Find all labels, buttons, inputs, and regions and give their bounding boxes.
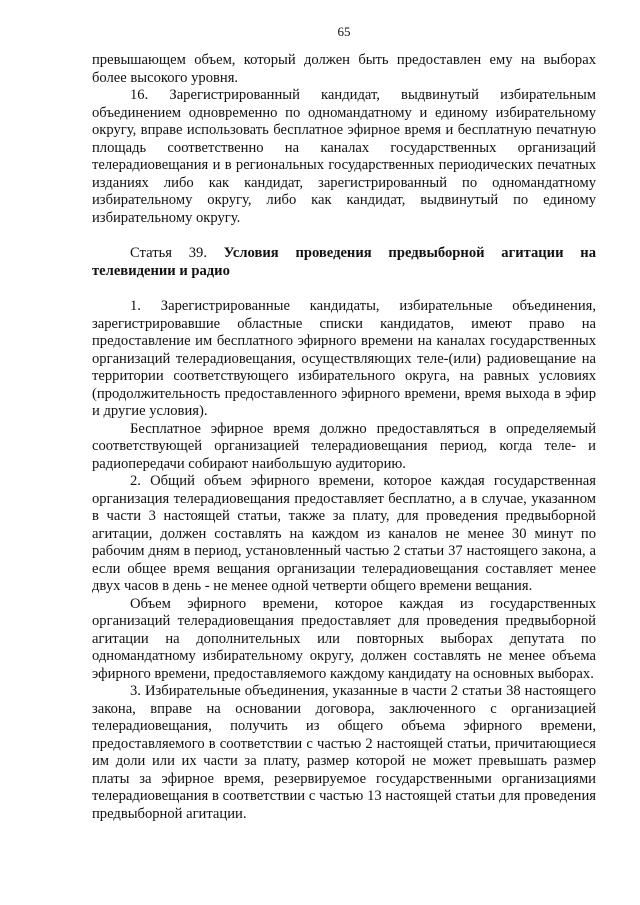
spacer <box>92 227 596 245</box>
page-number: 65 <box>337 24 351 39</box>
paragraph-2: 2. Общий объем эфирного времени, которое каждая государственная организация телерадиовещания предоставляет бесплатно, а в случае, указанном в части 3 настоящей статьи, также за плату, для проведения предвыборной агитации, должен составлять на каждом из каналов не менее 30 минут по рабочим дням в период, установленный частью 2 статьи 37 настоящего закона, а если общее время вещания организации телерадиовещания составляет менее двух часов в день - не менее одной четверти общего времени вещания. <box>92 473 596 594</box>
paragraph-continued: превышающем объем, который должен быть предоставлен ему на выборах более высокого уровня. <box>92 52 596 86</box>
article-heading <box>92 245 596 280</box>
paragraph-16: 16. Зарегистрированный кандидат, выдвинутый избирательным объединением одновременно по одномандатному и единому избирательному округу, вправе использовать бесплатное эфирное время и бесплатную печатную площадь соответственно на каналах государственных организаций телерадиовещания и в региональных государственных периодических печатных изданиях либо как кандидат, зарегистрированный по одномандатному избирательному округу, либо как кандидат, выдвинутый по единому избирательному округу. <box>92 87 596 226</box>
article-title: Условия проведения предвыборной агитации на телевидении и радио <box>92 245 596 279</box>
spacer <box>92 280 596 298</box>
paragraph-3: 3. Избирательные объединения, указанные в части 2 статьи 38 настоящего закона, вправе на основании договора, заключенного с организацией телерадиовещания, получить из общего объема эфирного времени, предоставляемого в соответствии с частью 2 настоящей статьи, причитающиеся им доли или их части за плату, размер которой не может превышать размер платы за эфирное время, резервируемое государственными организациями телерадиовещания в соответствии с частью 13 настоящей статьи для проведения предвыборной агитации. <box>92 683 596 822</box>
paragraph-1: 1. Зарегистрированные кандидаты, избирательные объединения, зарегистрировавшие областные списки кандидатов, имеют право на предоставление им бесплатного эфирного времени на каналах государственных организаций телерадиовещания, осуществляющих теле-(или) радиовещание на территории соответствующего избирательного округа, на равных условиях (продолжительность предоставленного эфирного времени, время выхода в эфир и другие условия). <box>92 298 596 419</box>
paragraph-1-cont: Бесплатное эфирное время должно предоставляться в определяемый соответствующей организацией телерадиовещания период, когда теле- и радиопередачи собирают наибольшую аудиторию. <box>92 420 596 472</box>
paragraph-2-cont: Объем эфирного времени, которое каждая из государственных организаций телерадиовещания предоставляет для проведения предвыборной агитации на дополнительных или повторных выборах депутата по одномандатному избирательному округу, должен составлять не менее объема эфирного времени, предоставляемого каждому кандидату на основных выборах. <box>92 595 596 682</box>
article-prefix: Статья 39. <box>130 245 207 261</box>
